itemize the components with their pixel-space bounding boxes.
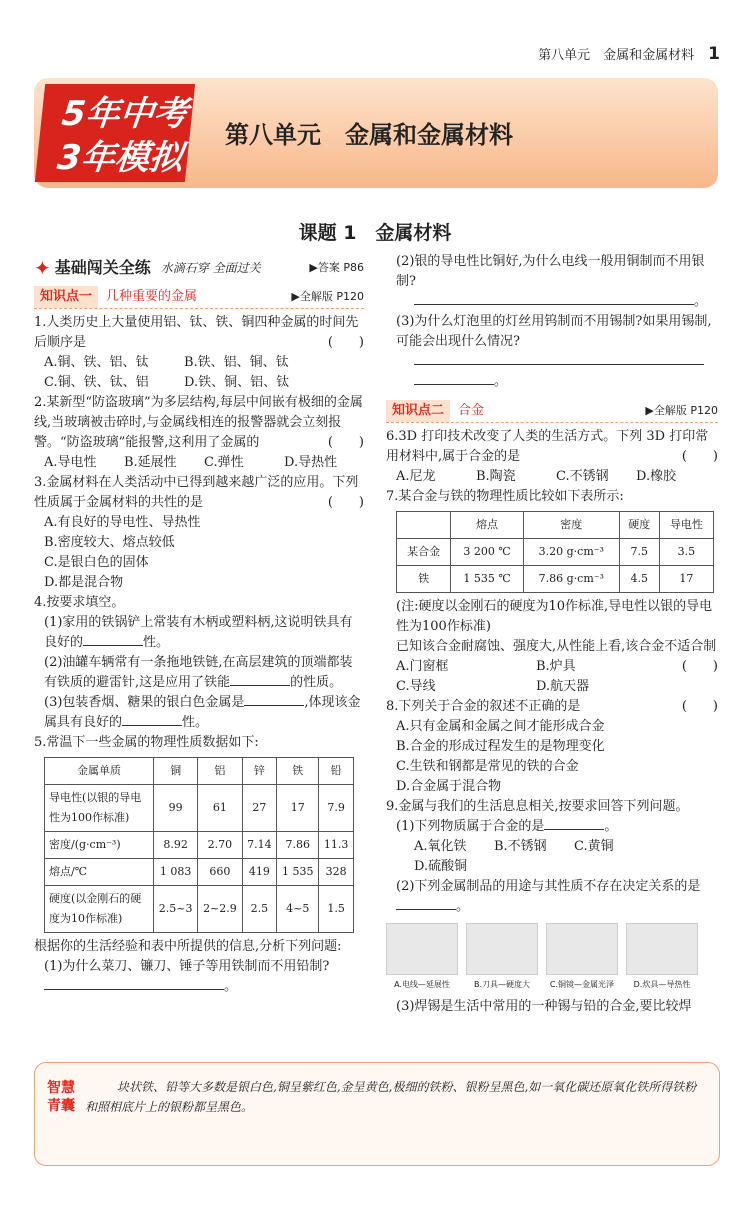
tip-text: 块状铁、铅等大多数是银白色,铜呈紫红色,金呈黄色,极细的铁粉、银粉呈黑色,如一氧化碳还原氧化铁所得铁粉和照相底片上的银粉都呈黑色。 xyxy=(85,1080,697,1114)
question-9: 9.金属与我们的生活息息相关,按要求回答下列问题。 xyxy=(386,799,689,814)
page-number: 1 xyxy=(708,44,720,64)
question-5-2: (2)银的导电性比铜好,为什么电线一般用铜制而不用银制? xyxy=(396,254,705,289)
right-column xyxy=(386,252,718,1017)
logo-line2: 3年模拟 xyxy=(55,138,186,178)
question-4-3: (3)包装香烟、糖果的银白色金属是 ,体现该金属具有良好的 性。 xyxy=(44,695,361,730)
answer-blank[interactable] xyxy=(244,705,304,706)
question-8-options: A.只有金属和金属之间才能形成合金 B.合金的形成过程发生的是物理变化 C.生铁和钢都是常见的铁的合金 D.合金属于混合物 xyxy=(396,719,605,794)
photo-wire: A.电线—延展性 xyxy=(386,923,458,995)
answer-blank[interactable] xyxy=(83,645,143,646)
kp-tag: 知识点二 xyxy=(386,400,450,422)
question-5-1: (1)为什么菜刀、镰刀、锤子等用铁制而不用铅制?。 xyxy=(44,959,330,994)
kp-ref: ▶全解版 P120 xyxy=(291,290,364,303)
lesson-title: 课题 1 金属材料 xyxy=(298,222,452,244)
product-photos xyxy=(386,923,718,995)
answer-line[interactable]: 。 xyxy=(386,292,718,312)
knowledge-point-2 xyxy=(386,400,718,423)
table-row: 某合金 3 200 ℃ 3.20 g·cm⁻³ 7.5 3.5 xyxy=(397,539,714,566)
answer-line[interactable] xyxy=(386,352,718,372)
question-6-options: A.尼龙 B.陶瓷 C.不锈钢 D.橡胶 xyxy=(396,469,677,484)
alloy-table xyxy=(396,511,714,593)
header-unit: 第八单元 金属和金属材料 xyxy=(538,48,695,63)
table-row: 硬度(以金刚石的硬度为10作标准) 2.5~3 2~2.9 2.5 4~5 1.5 xyxy=(45,886,354,933)
unit-title: 第八单元 金属和金属材料 xyxy=(225,121,513,149)
answer-line[interactable]: 。 xyxy=(386,372,718,392)
star-icon: ✦ xyxy=(34,256,51,280)
metal-properties-table xyxy=(44,757,354,933)
answer-ref: ▶答案 P86 xyxy=(309,261,364,274)
wisdom-tip-box xyxy=(34,1062,720,1166)
question-1-options: A.铜、铁、铝、钛 B.铁、铝、铜、钛 C.铜、铁、钛、铝 D.铁、铜、铝、钛 xyxy=(44,355,290,390)
question-4-1: (1)家用的铁锅铲上常装有木柄或塑料柄,这说明铁具有良好的 性。 xyxy=(44,615,353,650)
table-header-row: 金属单质 铜 铝 锌 铁 铅 xyxy=(45,758,354,785)
kp-tag: 知识点一 xyxy=(34,286,98,308)
question-5-text: 根据你的生活经验和表中所提供的信息,分析下列问题: xyxy=(34,939,342,954)
kp-name: 合金 xyxy=(458,403,485,418)
table-row: 熔点/℃ 1 083 660 419 1 535 328 xyxy=(45,859,354,886)
answer-blank[interactable] xyxy=(44,989,224,990)
question-6: 6.3D 打印技术改变了人类的生活方式。下列 3D 打印常用材料中,属于合金的是 ( ) xyxy=(386,429,718,464)
answer-blank[interactable] xyxy=(230,685,290,686)
answer-blank[interactable] xyxy=(122,725,182,726)
table-header-row: 熔点 密度 硬度 导电性 xyxy=(397,512,714,539)
table-row: 导电性(以银的导电性为100作标准) 99 61 27 17 7.9 xyxy=(45,785,354,832)
photo-pot: D.炊具—导热性 xyxy=(626,923,698,995)
section-title: 基础闯关全练 xyxy=(54,258,151,277)
section-subtitle: 水滴石穿 全面过关 xyxy=(160,261,261,275)
answer-blank[interactable] xyxy=(544,829,604,830)
question-7: 7.某合金与铁的物理性质比较如下表所示: xyxy=(386,489,624,504)
question-2: 2.某新型“防盗玻璃”为多层结构,每层中间嵌有极细的金属线,当玻璃被击碎时,与金属线相连的报警器就会立刻报警。“防盗玻璃”能报警,这利用了金属的 ( ) xyxy=(34,395,364,450)
question-5-3: (3)为什么灯泡里的灯丝用钨制而不用锡制?如果用锡制,可能会出现什么情况? xyxy=(396,314,712,349)
question-3-options: A.有良好的导电性、导热性 B.密度较大、熔点较低 C.是银白色的固体 D.都是混合物 xyxy=(44,515,201,590)
question-8: 8.下列关于合金的叙述不正确的是 ( ) xyxy=(386,699,718,714)
question-5: 5.常温下一些金属的物理性质数据如下: xyxy=(34,735,259,750)
logo xyxy=(35,84,195,182)
answer-blank[interactable] xyxy=(396,909,456,910)
question-4: 4.按要求填空。 xyxy=(34,595,125,610)
kp-name: 几种重要的金属 xyxy=(106,289,198,304)
question-9-3: (3)焊锡是生活中常用的一种锡与铅的合金,要比较焊 xyxy=(396,999,692,1014)
question-7-note: (注:硬度以金刚石的硬度为10作标准,导电性以银的导电性为100作标准) xyxy=(396,599,713,634)
table-row: 密度/(g·cm⁻³) 8.92 2.70 7.14 7.86 11.3 xyxy=(45,832,354,859)
photo-knife: B.刀具—硬度大 xyxy=(466,923,538,995)
question-9-1-options: A.氧化铁 B.不锈钢 C.黄铜 D.硫酸铜 xyxy=(414,839,614,874)
question-7-text: 已知该合金耐腐蚀、强度大,从性能上看,该合金不适合制 ( ) xyxy=(396,639,718,674)
section-header xyxy=(34,258,364,278)
running-header xyxy=(538,44,720,64)
question-4-2: (2)油罐车辆常有一条拖地铁链,在高层建筑的顶端都装有铁质的避雷针,这是应用了铁能 的性质。 xyxy=(44,655,353,690)
kp-ref: ▶全解版 P120 xyxy=(645,404,718,417)
question-3: 3.金属材料在人类活动中已得到越来越广泛的应用。下列性质属于金属材料的共性的是 ( ) xyxy=(34,475,364,510)
question-9-2: (2)下列金属制品的用途与其性质不存在决定关系的是。 xyxy=(396,879,701,914)
photo-mirror: C.铜镜—金属光泽 xyxy=(546,923,618,995)
logo-line1: 5年中考 xyxy=(59,94,190,134)
question-7-options: A.门窗框 B.炉具 C.导线 D.航天器 xyxy=(396,659,590,694)
left-column xyxy=(34,258,364,997)
tip-label: 智慧 青囊 xyxy=(47,1080,75,1114)
question-2-options: A.导电性 B.延展性 C.弹性 D.导热性 xyxy=(44,455,338,470)
table-row: 铁 1 535 ℃ 7.86 g·cm⁻³ 4.5 17 xyxy=(397,566,714,593)
knowledge-point-1 xyxy=(34,286,364,309)
question-1: 1.人类历史上大量使用铝、钛、铁、铜四种金属的时间先后顺序是 ( ) xyxy=(34,315,364,350)
question-9-1: (1)下列物质属于合金的是 。 xyxy=(396,819,618,834)
